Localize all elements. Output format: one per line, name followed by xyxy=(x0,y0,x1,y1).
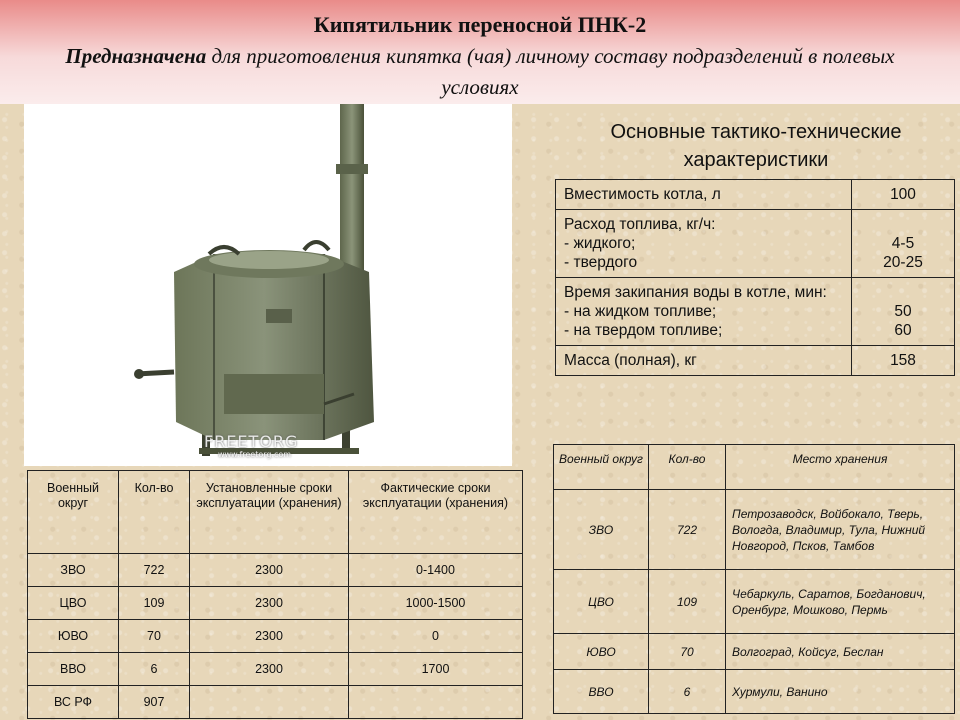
spec-label: Вместимость котла, л xyxy=(556,180,852,210)
table-row xyxy=(28,653,523,686)
table-row xyxy=(554,634,955,670)
watermark-logo: FREETORG xyxy=(204,432,299,451)
col-header-count: Кол-во xyxy=(649,445,726,490)
cell-district: ВВО xyxy=(28,653,119,686)
table-row xyxy=(28,554,523,587)
cell-count: 70 xyxy=(649,634,726,670)
cell-district: ЗВО xyxy=(28,554,119,587)
table-row xyxy=(28,587,523,620)
table-row xyxy=(554,490,955,570)
cell-set-terms: 2300 xyxy=(190,653,349,686)
spec-value: 158 xyxy=(852,346,955,376)
cell-district: ВС РФ xyxy=(28,686,119,719)
slide-title: Кипятильник переносной ПНК-2 xyxy=(313,12,647,37)
cell-set-terms: 2300 xyxy=(190,554,349,587)
col-header-storage: Место хранения xyxy=(726,445,955,490)
cell-count: 70 xyxy=(119,620,190,653)
spec-label: Масса (полная), кг xyxy=(556,346,852,376)
cell-set-terms xyxy=(190,686,349,719)
slide-subtitle xyxy=(60,41,900,103)
cell-district: ЦВО xyxy=(28,587,119,620)
watermark-url: www.freetorg.com xyxy=(218,450,292,459)
cell-storage: Хурмули, Ванино xyxy=(726,670,955,714)
cell-storage: Чебаркуль, Саратов, Богданович, Оренбург, Мошково, Пермь xyxy=(726,570,955,634)
spec-value: 100 xyxy=(852,180,955,210)
table-row xyxy=(28,620,523,653)
cell-storage: Петрозаводск, Войбокало, Тверь, Вологда, Владимир, Тула, Нижний Новгород, Псков, Тамбов xyxy=(726,490,955,570)
service-life-table xyxy=(27,470,523,719)
col-header-actual-terms: Фактические сроки эксплуатации (хранения) xyxy=(349,471,523,554)
col-header-district: Военный округ xyxy=(28,471,119,554)
table-row xyxy=(28,686,523,719)
subtitle-rest: для приготовления кипятка (чая) личному составу подразделений в полевых условиях xyxy=(206,44,895,99)
cell-district: ЗВО xyxy=(554,490,649,570)
cell-count: 907 xyxy=(119,686,190,719)
specs-heading: Основные тактико-технические характеристики xyxy=(610,121,902,171)
table-header-row xyxy=(554,445,955,490)
spec-value: 50 60 xyxy=(852,278,955,346)
cell-actual-terms xyxy=(349,686,523,719)
cell-actual-terms: 0 xyxy=(349,620,523,653)
col-header-set-terms: Установленные сроки эксплуатации (хранения) xyxy=(190,471,349,554)
cell-count: 6 xyxy=(119,653,190,686)
storage-location-table xyxy=(553,444,955,714)
spec-label: Время закипания воды в котле, мин: - на жидком топливе; - на твердом топливе; xyxy=(556,278,852,346)
cell-storage: Волгоград, Койсуг, Беслан xyxy=(726,634,955,670)
table-row xyxy=(554,670,955,714)
specs-row xyxy=(556,210,955,278)
cell-actual-terms: 1000-1500 xyxy=(349,587,523,620)
specs-table xyxy=(555,179,955,376)
cell-count: 109 xyxy=(119,587,190,620)
cell-count: 722 xyxy=(649,490,726,570)
cell-actual-terms: 1700 xyxy=(349,653,523,686)
subtitle-lead: Предназначена xyxy=(65,44,207,68)
cell-count: 6 xyxy=(649,670,726,714)
specs-row xyxy=(556,180,955,210)
cell-set-terms: 2300 xyxy=(190,587,349,620)
cell-district: ЦВО xyxy=(554,570,649,634)
specs-row xyxy=(556,346,955,376)
table-header-row xyxy=(28,471,523,554)
cell-count: 109 xyxy=(649,570,726,634)
cell-actual-terms: 0-1400 xyxy=(349,554,523,587)
cell-district: ВВО xyxy=(554,670,649,714)
cell-district: ЮВО xyxy=(554,634,649,670)
spec-value: 4-5 20-25 xyxy=(852,210,955,278)
spec-label: Расход топлива, кг/ч: - жидкого; - твердого xyxy=(556,210,852,278)
cell-district: ЮВО xyxy=(28,620,119,653)
header-banner xyxy=(0,0,960,104)
cell-set-terms: 2300 xyxy=(190,620,349,653)
boiler-photo xyxy=(24,104,512,466)
col-header-district: Военный округ xyxy=(554,445,649,490)
col-header-count: Кол-во xyxy=(119,471,190,554)
cell-count: 722 xyxy=(119,554,190,587)
table-row xyxy=(554,570,955,634)
boiler-illustration xyxy=(24,104,512,466)
specs-row xyxy=(556,278,955,346)
